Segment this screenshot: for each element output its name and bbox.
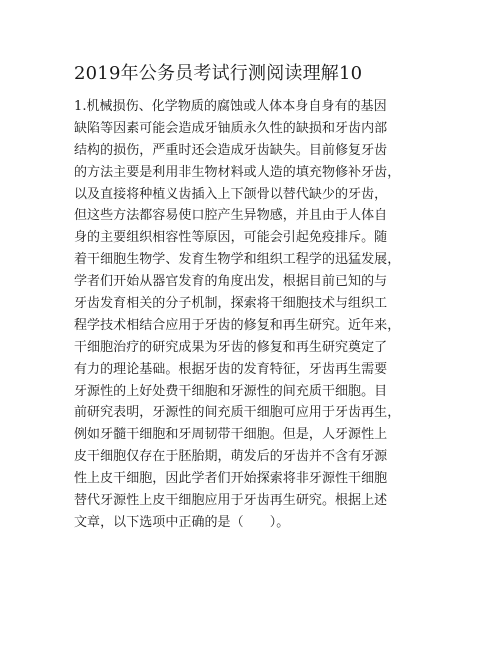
passage-line: 干细胞治疗的研究成果为牙齿的修复和再生研究奠定了 [74, 339, 388, 355]
passage-line: 前研究表明，牙源性的间充质干细胞可应用于牙齿再生， [74, 405, 401, 421]
passage-line: 身的主要组织相容性等原因，可能会引起免疫排斥。随 [74, 230, 388, 246]
passage-line: 1.机械损伤、化学物质的腐蚀或人体本身自身有的基因 [74, 99, 387, 114]
passage-line: 学者们开始从器官发育的角度出发，根据目前已知的与 [74, 274, 388, 290]
passage-line: 程学技术相结合应用于牙齿的修复和再生研究。近年来， [74, 317, 401, 333]
document-title: 2019年公务员考试行测阅读理解10 [74, 63, 363, 84]
passage-line: 牙齿发育相关的分子机制，探索将干细胞技术与组织工 [74, 296, 388, 312]
passage-line: 性上皮干细胞，因此学者们开始探索将非牙源性干细胞 [74, 471, 388, 487]
passage-line: 有力的理论基础。根据牙齿的发育特征，牙齿再生需要 [74, 361, 388, 377]
passage-line: 的方法主要是利用非生物材料或人造的填充物修补牙齿， [74, 164, 401, 180]
passage-line: 文章，以下选项中正确的是（ ）。 [74, 514, 290, 530]
passage-line: 但这些方法都容易使口腔产生异物感，并且由于人体自 [74, 208, 388, 224]
passage-line: 缺陷等因素可能会造成牙铀质永久性的缺损和牙齿内部 [74, 120, 388, 136]
passage-line: 皮干细胞仅存在于胚胎期，萌发后的牙齿并不含有牙源 [74, 449, 388, 465]
passage-line: 结构的损伤，严重时还会造成牙齿缺失。目前修复牙齿 [74, 142, 388, 158]
passage-line: 着干细胞生物学、发育生物学和组织工程学的迅猛发展， [74, 252, 401, 268]
passage-line: 以及直接将种植义齿插入上下颌骨以替代缺少的牙齿， [74, 186, 388, 202]
passage-line: 牙源性的上好处费干细胞和牙源性的间充质干细胞。目 [74, 383, 388, 399]
passage-line: 例如牙髓干细胞和牙周韧带干细胞。但是，人牙源性上 [74, 427, 388, 443]
passage-body [74, 96, 434, 534]
passage-line: 替代牙源性上皮干细胞应用于牙齿再生研究。根据上述 [74, 493, 388, 509]
